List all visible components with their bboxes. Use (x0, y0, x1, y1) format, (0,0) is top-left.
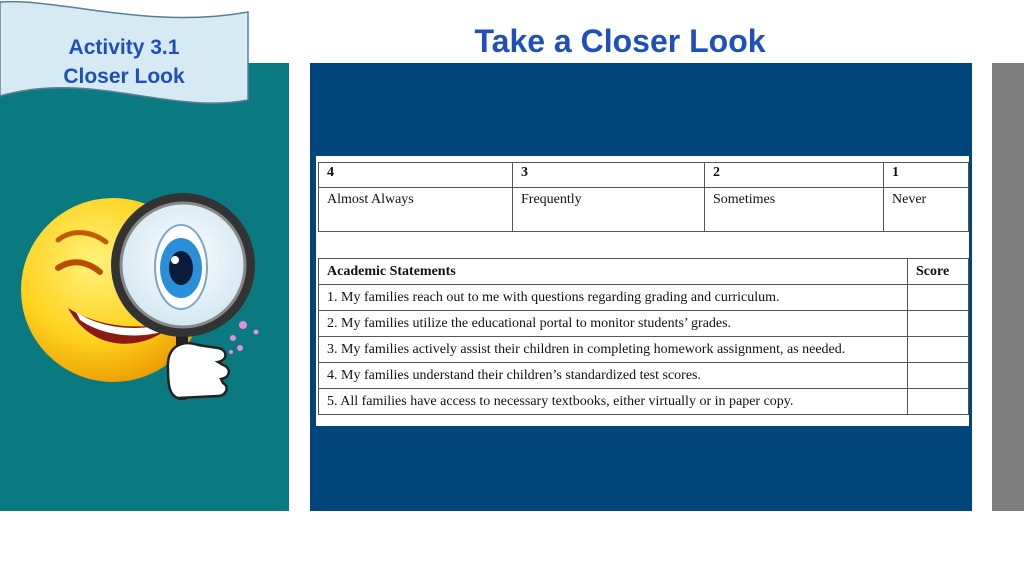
scale-header-2: 2 (705, 163, 884, 188)
statements-header: Academic Statements (319, 259, 908, 285)
statement-text: 3. My families actively assist their children in completing homework assignment, as needed. (319, 337, 908, 363)
scale-header-4: 4 (319, 163, 513, 188)
statement-text: 1. My families reach out to me with questions regarding grading and curriculum. (319, 285, 908, 311)
activity-badge (0, 0, 250, 124)
rating-scale-table (318, 162, 969, 232)
scale-label-frequently: Frequently (513, 188, 705, 232)
scale-label-sometimes: Sometimes (705, 188, 884, 232)
score-cell[interactable] (908, 285, 969, 311)
scale-header-3: 3 (513, 163, 705, 188)
badge-line-1: Activity 3.1 (68, 36, 180, 59)
table-row (319, 389, 969, 415)
score-cell[interactable] (908, 311, 969, 337)
table-row (319, 285, 969, 311)
rating-sheet (316, 156, 969, 426)
right-gray-bar (992, 63, 1024, 511)
score-cell[interactable] (908, 337, 969, 363)
table-row (319, 311, 969, 337)
page-title: Take a Closer Look (474, 23, 766, 59)
table-row (319, 363, 969, 389)
badge-line-2: Closer Look (63, 65, 185, 88)
statement-text: 4. My families understand their children’s standardized test scores. (319, 363, 908, 389)
score-cell[interactable] (908, 363, 969, 389)
magnifier-smiley-icon (18, 180, 288, 410)
academic-statements-table (318, 258, 969, 415)
score-cell[interactable] (908, 389, 969, 415)
statement-text: 2. My families utilize the educational portal to monitor students’ grades. (319, 311, 908, 337)
scale-label-almost-always: Almost Always (319, 188, 513, 232)
statement-text: 5. All families have access to necessary textbooks, either virtually or in paper copy. (319, 389, 908, 415)
score-header: Score (908, 259, 969, 285)
table-row (319, 337, 969, 363)
scale-label-never: Never (884, 188, 969, 232)
scale-header-1: 1 (884, 163, 969, 188)
